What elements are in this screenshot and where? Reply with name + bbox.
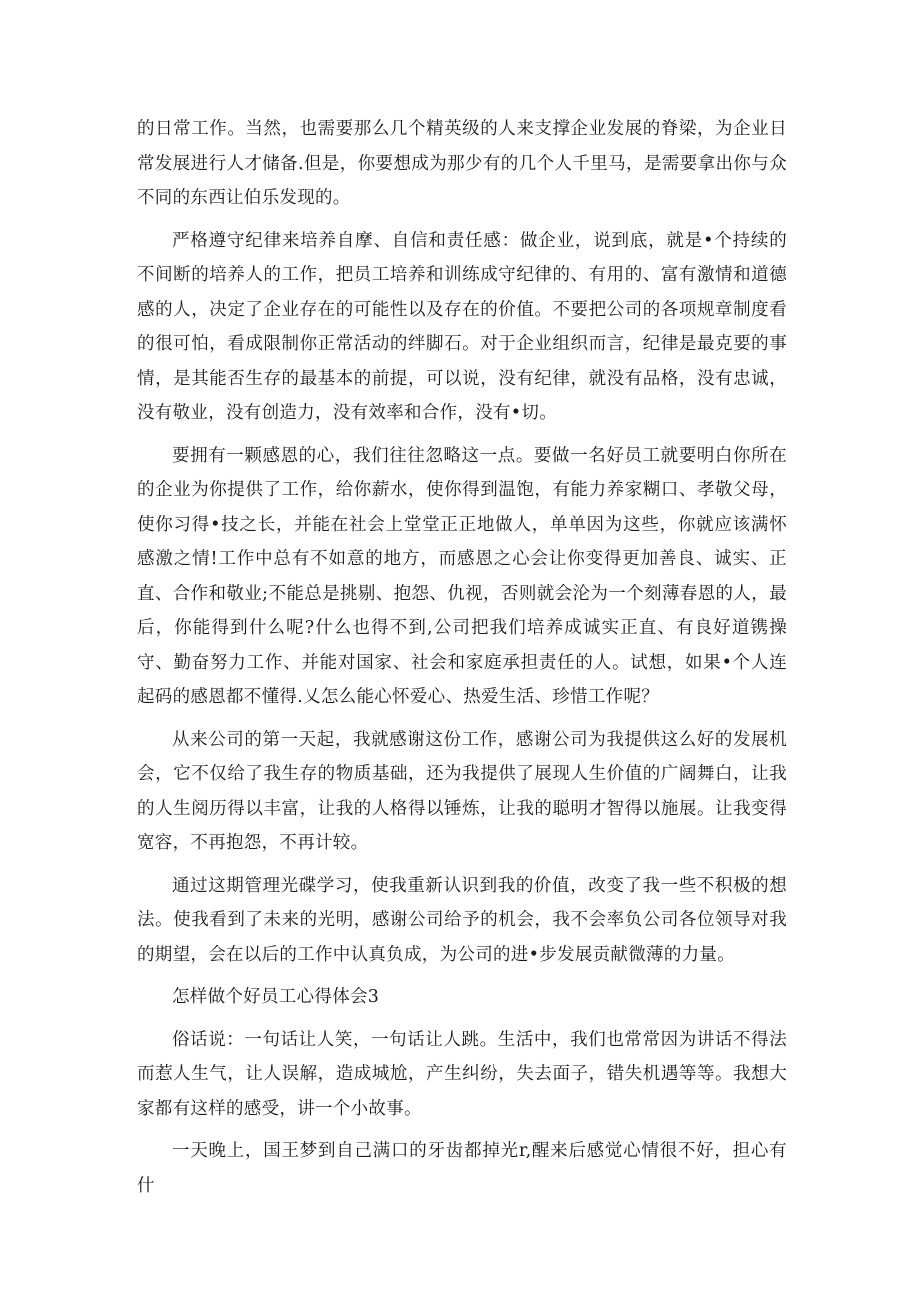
- section-title: 怎样做个好员工心得体会3: [172, 987, 380, 1007]
- paragraph-6: 俗话说：一句话让人笑，一句话让人跳。生活中，我们也常常因为讲话不得法而惹人生气，让人误解，造成城尬，产生纠纷，失去面子，错失机遇等等。我想大家都有这样的感受，讲一个小故事。: [137, 1029, 787, 1119]
- paragraph-3: 要拥有一颗感恩的心，我们往往忽略这一点。要做一名好员工就要明白你所在的企业为你提供了工作，给你薪水，使你得到温饱，有能力养家糊口、孝敬父母，使你习得•技之长，并能在社会上堂堂正正地做人，单单因为这些，你就应该满怀感激之情!工作中总有不如意的地方，而感恩之心会让你变得更加善良、诚实、正直、合作和敬业;不能总是挑剔、抱怨、仇视，否则就会沦为一个刻薄春恩的人，最后，你能得到什么呢?什么也得不到,公司把我们培养成诚实正直、有良好道镌操守、勤奋努力工作、并能对国家、社会和家庭承担责任的人。试想，如果•个人连起码的感恩都不懂得.乂怎么能心怀爱心、热爱生活、珍惜工作呢？: [137, 445, 787, 707]
- paragraph-4: 从来公司的第一天起，我就感谢这份工作，感谢公司为我提供这么好的发展机会，它不仅给了我生存的物质基础，还为我提供了展现人生价值的广阔舞白，让我的人生阅历得以丰富，让我的人格得以锤炼，让我的聪明才智得以施展。让我变得宽容，不再抱怨，不再计较。: [137, 729, 787, 853]
- paragraph-2: 严格遵守纪律来培养自摩、自信和责任感：做企业，说到底，就是•个持续的不间断的培养人的工作，把员工培养和训练成守纪律的、有用的、富有激情和道德感的人，决定了企业存在的可能性以及存在的价值。不要把公司的各项规章制度看的很可怕，看成限制你正常活动的绊脚石。对于企业组织而言，纪律是最克要的事情，是其能否生存的最基本的前提，可以说，没有纪律，就没有品格，没有忠诚，没有敬业，没有创造力，没有效率和合作，没有•切。: [137, 230, 787, 423]
- document-body: [137, 112, 787, 1211]
- paragraph-5: 通过这期管理光碟学习，使我重新认识到我的价值，改变了我一些不积极的想法。使我看到了未来的光明，感谢公司给予的机会，我不会率负公司各位领导对我的期望，会在以后的工作中认真负成，为公司的进•步发展贡献微薄的力量。: [137, 875, 787, 965]
- paragraph-1: 的日常工作。当然，也需要那么几个精英级的人来支撑企业发展的脊梁，为企业日常发展进行人才储备.但是，你要想成为那少有的几个人千里马，是需要拿出你与众不同的东西让伯乐发现的。: [137, 119, 787, 208]
- paragraph-7: 一天晚上，国王梦到自己满口的牙齿都掉光r,醒来后感觉心情很不好，担心有什: [137, 1141, 787, 1196]
